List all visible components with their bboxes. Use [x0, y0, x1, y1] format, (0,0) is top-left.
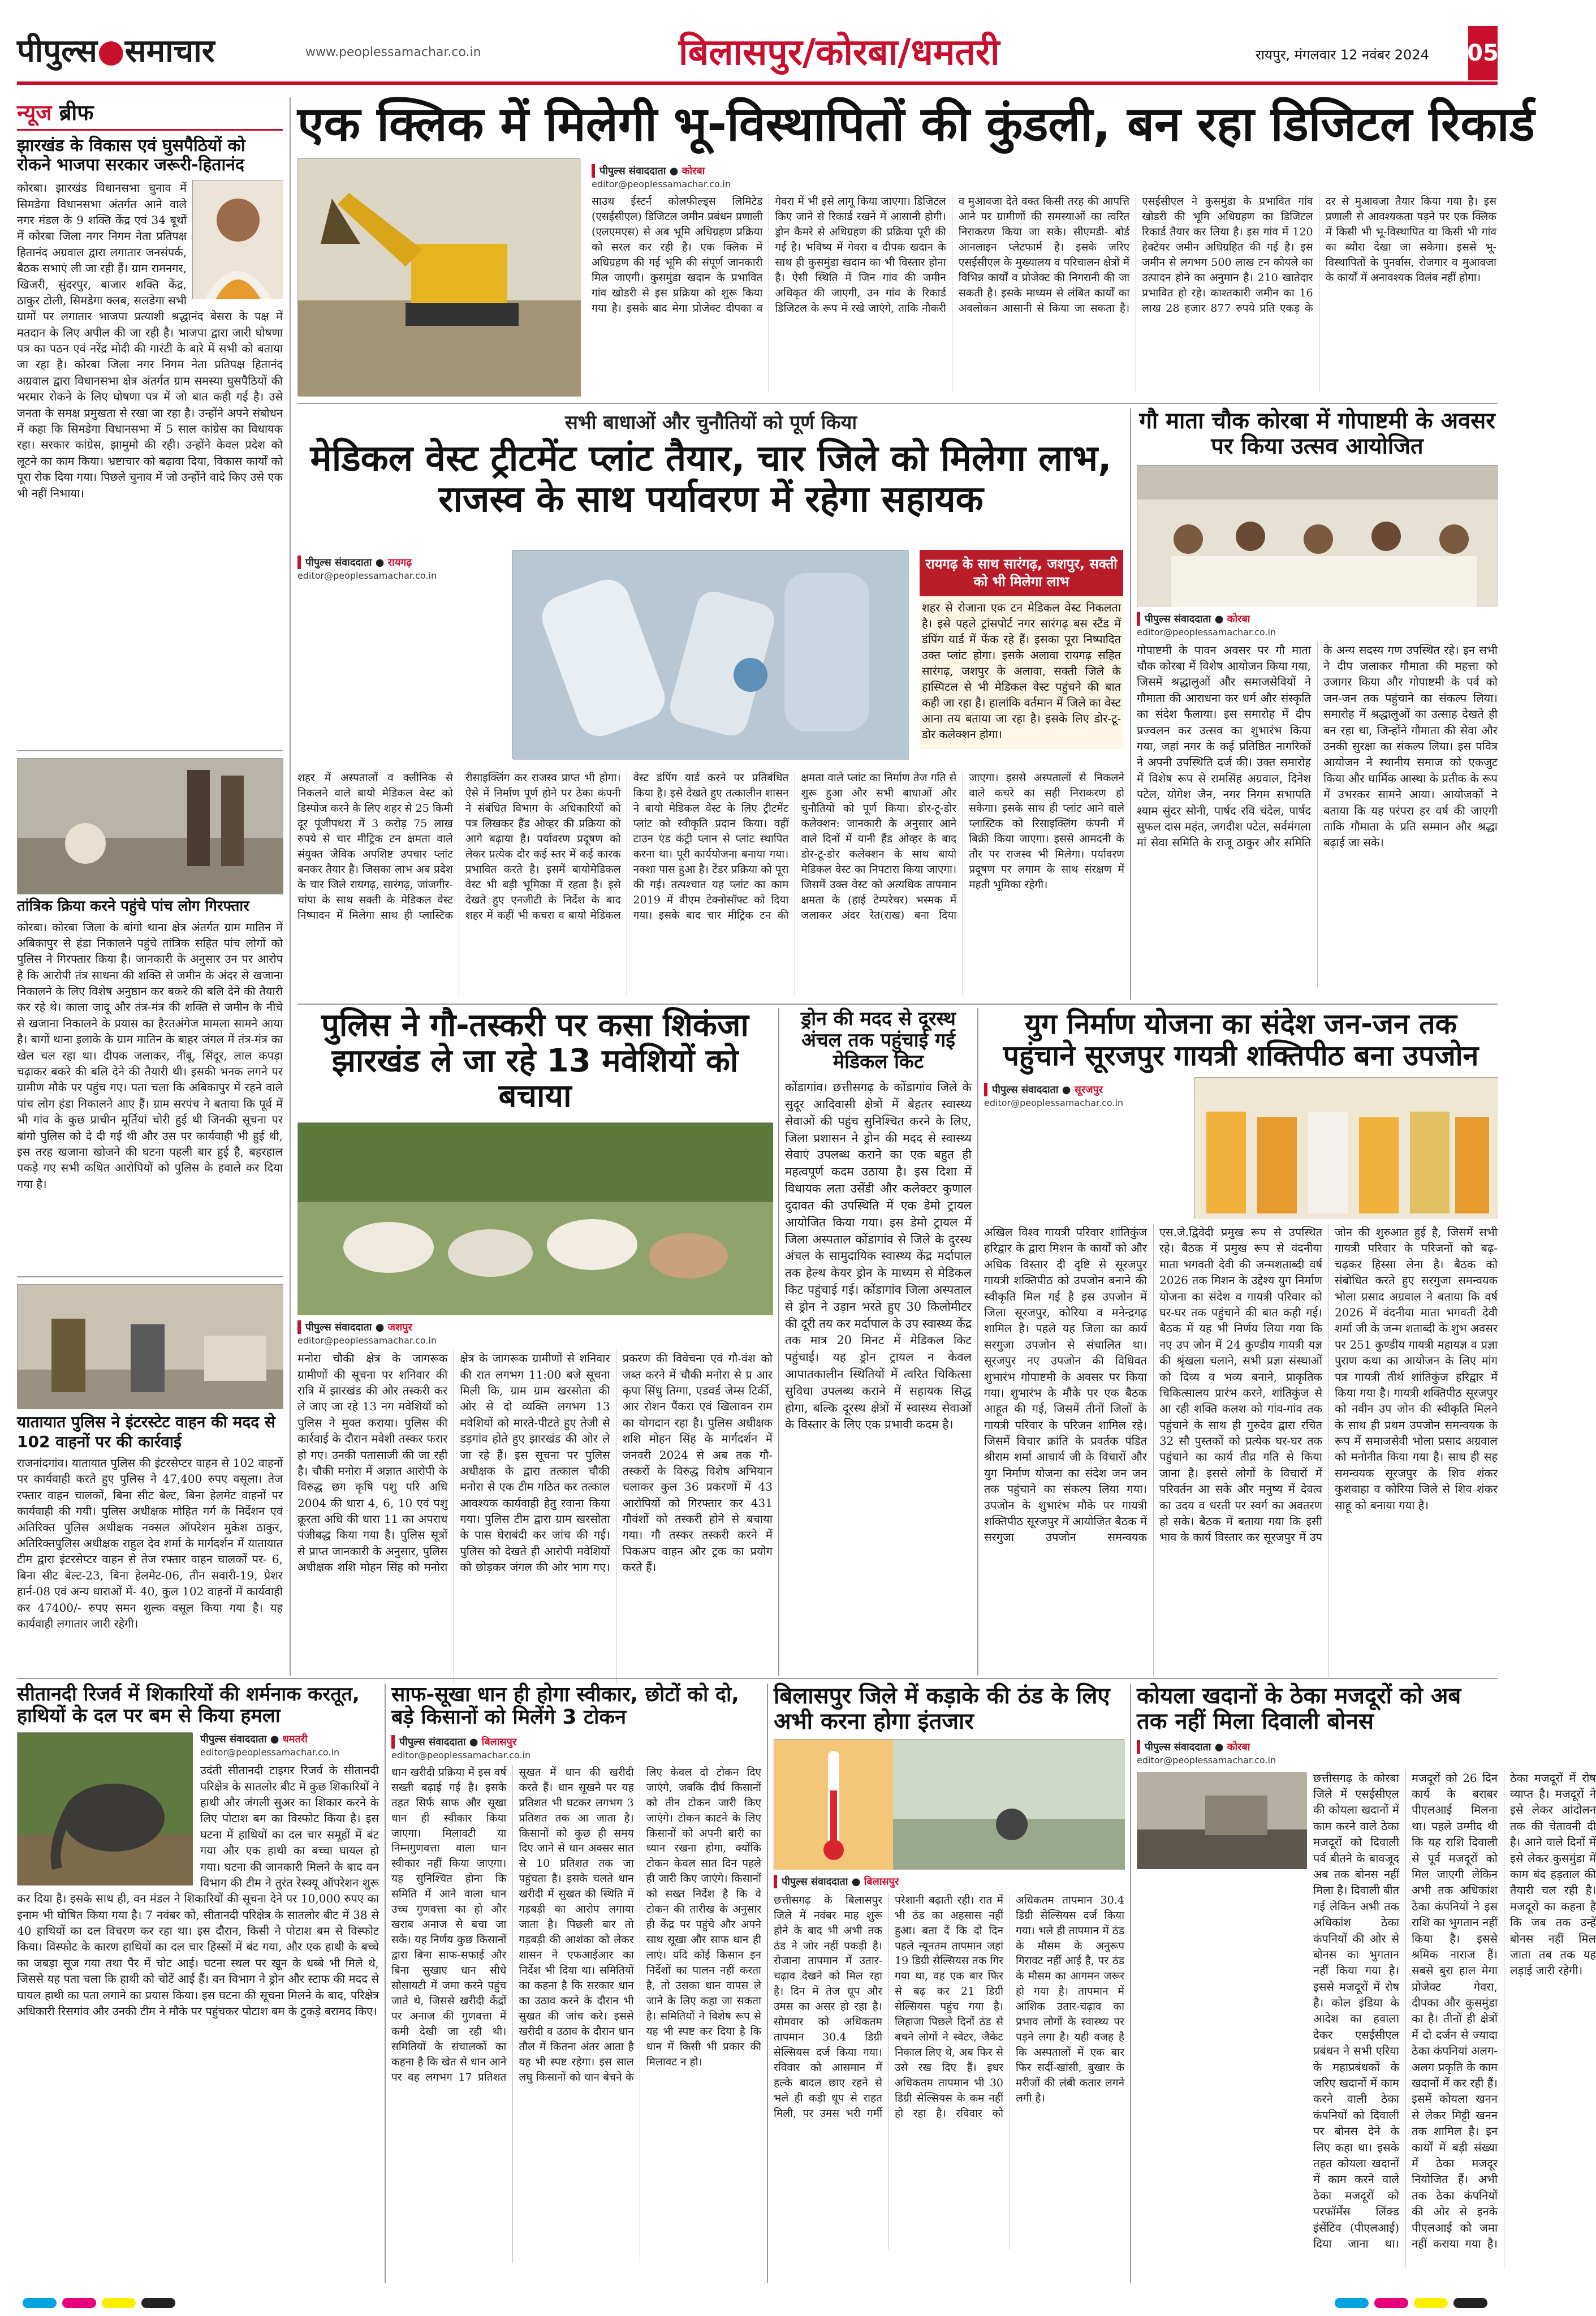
byline: पीपुल्स संवाददाता ● जशपुर: [297, 1320, 773, 1334]
article-headline[interactable]: मेडिकल वेस्ट ट्रीटमेंट प्लांट तैयार, चार जिले को मिलेगा लाभ, राजस्व के साथ पर्यावरण में रहेगा सहायक: [310, 438, 1112, 520]
tantrik-article: [17, 758, 283, 1273]
byline: पीपुल्स संवाददाता ● सूरजपुर: [984, 1083, 1188, 1096]
article-headline[interactable]: कोयला खदानों के ठेका मजदूरों को अब तक नहीं मिला दिवाली बोनस: [1137, 1683, 1461, 1734]
article-headline[interactable]: बिलासपुर जिले में कड़ाके की ठंड के लिए अभी करना होगा इंतजार: [774, 1683, 1110, 1734]
article-body: धान खरीदी प्रक्रिया में इस वर्ष सख्ती बढ़ाई गई है। इसके तहत सिर्फ साफ और सूखा धान ही स्वीकार किया जाएगा। मिलावटी या निम्नगुणवत्ता वाला धान स्वीकार नहीं किया जाएगा। यह सुनिश्चित होना कि समिति में आने वाला धान उच्च गुणवत्ता का हो और खराब अनाज से बचा जा सके। यह निर्णय कुछ किसानों द्वारा बिना साफ-सफाई और बिना सुखाए धान सीधे सोसायटी में जमा करने पहुंच जाते थे, जिससे खरीदी केंद्रों पर अनाज की गुणवत्ता में कमी देखी जा रही थी। समितियों के संचालकों का कहना है कि खेत से धान आने पर वह लगभग 17 प्रतिशत सूखत में धान की खरीदी करते हैं। धान सूखने पर यह प्रतिशत भी घटकर लगभग 3 प्रतिशत तक आ जाता है। किसानों को कुछ ही समय दिए जाने से धान अक्सर सात से 10 प्रतिशत तक जा पहुंचता है। इसके चलते धान खरीदी में सुखत की स्थिति में गड़बड़ी का आरोप लगाया जाता है। पिछली बार तो गड़बड़ी की आशंका को लेकर शासन ने एफआईआर का निर्देश भी दिया था। समितियों का कहना है कि सरकार धान का उठाव करने के दौरान भी सुखत की जांच करे। इससे खरीदी व उठाव के दौरान धान तौल में कितना अंतर आता है यह भी स्पष्ट रहेगा। इस साल लघु किसानों को धान बेचने के लिए केवल दो टोकन दिए जाएंगे, जबकि दीर्घ किसानों को तीन टोकन जारी किए जाएंगे। टोकन काटने के लिए किसानों को अपनी बारी का ध्यान रखना होगा, क्योंकि टोकन केवल सात दिन पहले ही जारी किए जाएंगे। किसानों को सख्त निर्देश है कि वे टोकन की तारीख के अनुसार ही केंद्र पर पहुंचे और अपने साथ सूखा और साफ धान ही लाएं। यदि कोई किसान इन निर्देशों का पालन नहीं करता है, तो उसका धान वापस ले जाने के लिए कहा जा सकता है। समितियों ने विशेष रूप से यह भी स्पष्ट कर दिया है कि धान में किसी भी प्रकार की मिलावट न हो।: [391, 1766, 761, 2083]
article-body: गोपाष्टमी के पावन अवसर पर गौ माता चौक कोरबा में विशेष आयोजन किया गया, जिसमें श्रद्धालुओं और समाजसेवियों ने गौमाता की आराधना कर धर्म और संस्कृति का संदेश फैलाया। इस समारोह में दीप प्रज्वलन कर उत्सव का शुभारंभ किया गया, जहां नगर के कई प्रतिष्ठित नागरिकों ने अपनी उपस्थिति दर्ज की। उक्त समारोह में विशेष रूप से रामसिंह अग्रवाल, दिनेश पटेल, योगेश जैन, नगर निगम सभापति श्याम सुंदर सोनी, पार्षद रवि चंदेल, पार्षद सुफल दास महंत, जगदीश पटेल, सर्वमंगला मां सेवा समिति के राजू ठाकुर और समिति के अन्य सदस्य गण उपस्थित रहे। इन सभी ने दीप जलाकर गौमाता की महत्ता को उजागर किया और गोपाष्टमी के पर्व को जन-जन तक पहुंचाने का संकल्प लिया। समारोह में श्रद्धालुओं का उत्साह देखते ही बन रहा था, जिन्होंने गौमाता की सेवा और उनकी सुरक्षा का संकल्प लिया। इस पवित्र आयोजन ने स्थानीय समाज को एकजुट किया और धार्मिक आस्था के प्रतीक के रूप में उभरकर सामने आया। आयोजकों ने बताया कि यह परंपरा हर वर्ष की जाएगी ताकि गौमाता के प्रति सम्मान और श्रद्धा बढ़ाई जा सके।: [1137, 643, 1498, 850]
reporter-email[interactable]: editor@peoplessamachar.co.in: [297, 570, 437, 581]
divider: [1130, 1684, 1131, 2283]
article-body: मनोरा चौकी क्षेत्र के जागरूक ग्रामीणों की सूचना पर शनिवार की रात्रि में झारखंड की ओर तस्करी कर ले जाए जा रहे 13 नग मवेशियों को पुलिस ने मुक्त कराया। पुलिस की कार्रवाई के दौरान मवेशी तस्कर फरार हो गए। उनकी पतासाजी की जा रही है। चौकी मनोरा में अज्ञात आरोपी के विरुद्ध छग कृषि पशु परि अधि 2004 की धारा 4, 6, 10 एवं पशु क्रूरता अधि की धारा 11 का अपराध पंजीबद्ध किया गया है। पुलिस सूत्रों से प्राप्त जानकारी के अनुसार, पुलिस अधीक्षक शशि मोहन सिंह को मनोरा क्षेत्र के जागरूक ग्रामीणों से शनिवार की रात लगभग 11:00 बजे सूचना मिली कि, ग्राम ग्राम खरसोता की ओर से दो व्यक्ति लगभग 13 मवेशियों को मारते-पीटते हुए तेजी से डड़गांव होते हुए झारखंड की ओर ले जा रहे हैं। इस सूचना पर पुलिस अधीक्षक के द्वारा तत्काल चौकी मनोरा से एक टीम गठित कर तत्काल आवश्यक कार्यवाही हेतु रवाना किया गया। पुलिस टीम द्वारा ग्राम खरसोता के पास घेराबंदी कर जांच की गई। पुलिस को देखते ही आरोपी मवेशियों को छोड़कर जंगल की ओर भाग गए। प्रकरण की विवेचना एवं गौ-वंश को जब्त करने में चौकी मनोरा से प्र आर कृपा सिंधु तिग्गा, एडवर्ड जेम्स टिर्की, आर रोशन पैंकरा एवं खिलावन राम का योगदान रहा है। पुलिस अधीक्षक शशि मोहन सिंह के मार्गदर्शन में जनवरी 2024 से अब तक गौ-तस्करों के विरुद्ध विशेष अभियान चलाकर कुल 36 प्रकरणों में 43 आरोपियों को गिरफ्तार कर 431 गौवंशों को तस्करी होने से बचाया गया। गौ तस्कर तस्करी करने में पिकअप वाहन और ट्रक का प्रयोग करते हैं।: [297, 1351, 773, 1574]
gopashtami-photo: [1137, 465, 1498, 606]
tantrik-photo: [17, 758, 283, 894]
politician-photo: [192, 180, 283, 299]
article-body: कोरबा। झारखंड विधानसभा चुनाव में सिमडेगा विधानसभा अंतर्गत आने वाले नगर मंडल के 9 शक्ति केंद्र एवं 34 बूथों में कोरबा जिला नगर निगम नेता प्रतिपक्ष हितानंद अग्रवाल द्वारा लगातार जनसंपर्क, बैठक सभाएं ली जा रही हैं। ग्राम रामनगर, खिजरी, सुंदरपुर, बाजार शक्ति केंद्र, ठाकुर टोली, सिमडेगा क्लब, सलडेगा सभी ग्रामों पर लगातार भाजपा प्रत्याशी श्रद्धानंद बेसरा के पक्ष में मतदान के लिए अपील की जा रही है। भाजपा द्वारा जारी घोषणा पत्र का पठन एवं नरेंद्र मोदी की गारंटी के बारे में सभी को बताया जा रहा है। कोरबा जिला नगर निगम नेता प्रतिपक्ष हितानंद अग्रवाल द्वारा विधानसभा क्षेत्र अंतर्गत ग्राम समस्या घुसपैठियों की भरमार रोकने के लिए घोषणा पत्र में जो बात कही गई है। उसे जनता के समक्ष प्रमुखता से रखा जा रहा है। उन्होंने अपने संबोधन में कहा कि सिमडेगा विधानसभा में 5 साल कांग्रेस का विधायक रहा। सरकार कांग्रेस, झामुमो की रही। उन्होंने केवल प्रदेश को लूटने का काम किया। भ्रष्टाचार को बढ़ावा दिया, विकास कार्यों को पूरा रोक दिया गया। पिछले चुनाव में जो उन्होंने वादे किए उसे एक भी नहीं निभाया।: [17, 181, 283, 500]
byline: पीपुल्स संवाददाता ● रायगढ़: [297, 556, 495, 569]
byline: पीपुल्स संवाददाता ● धमतरी: [17, 1732, 379, 1746]
gayatri-photo: [1194, 1077, 1498, 1219]
article-kicker: सभी बाधाओं और चुनौतियों को पूर्ण किया: [564, 411, 857, 434]
elephant-photo: [17, 1732, 192, 1885]
winter-photo: [774, 1739, 1124, 1869]
byline: पीपुल्स संवाददाता ● बिलासपुर: [774, 1875, 1124, 1888]
article-body: शहर में अस्पतालों व क्लीनिक से निकलने वाले बायो मेडिकल वेस्ट को डिस्पोज करने के लिए शहर से 25 किमी दूर पूंजीपथरा में 3 करोड़ 75 लाख रुपये से चार मीट्रिक टन क्षमता वाले संयुक्त जैविक अपशिष्ट उपचार प्लांट बनकर तैयार है। जिसका लाभ अब प्रदेश के चार जिले रायगढ़, सारंगढ़, जांजगीर-चांपा के साथ सक्ती के मेडिकल वेस्ट निष्पादन में मिलेगा साथ ही प्लास्टिक रीसाइक्लिंग कर राजस्व प्राप्त भी होगा। ऐसे में निर्माण पूर्ण होने पर ठेका कंपनी ने संबंधित विभाग के अधिकारियों को पत्र लिखकर हैंड ओव्हर की प्रक्रिया को आगे बढ़ाया है। पर्यावरण प्रदूषण को लेकर प्रत्येक दौर कई स्तर में कई कारक प्रभावित करते है। इसमें बायोमेडिकल वेस्ट भी बड़ी भूमिका में रहता है। इसे देखते हुए एनजीटी के निर्देश के बाद शहर में कहीं भी कचरा व बायो मेडिकल वेस्ट डंपिंग यार्ड करने पर प्रतिबंधित किया है। इसे देखते हुए तत्कालीन शासन ने बायो मेडिकल वेस्ट के लिए ट्रीटमेंट प्लांट को स्वीकृति प्रदान किया। वहीं टाउन एंड कंट्री प्लान से प्लांट स्थापित करना था। पूरी कार्ययोजना बनाया गया। नक्शा पास हुआ है। टेंडर प्रक्रिया को पूरा की गई। तत्पश्चात यह प्लांट का काम 2019 में वीएम टेक्नोसॉफ्ट को दिया गया। इसके बाद चार मीट्रिक टन की क्षमता वाले प्लांट का निर्माण तेज गति से शुरू हुआ और सभी बाधाओं और चुनौतियों को पूर्ण किया। डोर-टू-डोर कलेक्शन: जानकारी के अनुसार आने वाले दिनों में यानी हैंड ओव्हर के बाद डोर-टू-डोर कलेक्शन के साथ बायो मेडिकल वेस्ट का निपटारा किया जाएगा। जिसमें उक्त वेस्ट को अत्यधिक तापमान क्षमता के (हाई टेम्परेचर) भस्मक में जलाकर अंदर रेत(राख) बना दिया जाएगा। इससे अस्पतालों से निकलने वाले कचरे का सही निराकरण हो सकेगा। इसके साथ ही प्लांट आने वाले प्लास्टिक को रिसाइक्लिंग कंपनी में बिक्री किया जाएगा। इससे आमदनी के तौर पर राजस्व भी मिलेगा। पर्यावरण प्रदूषण पर लगाम के साथ संरक्षण में महती भूमिका रहेगी।: [297, 772, 1124, 922]
divider: [778, 1008, 779, 1676]
byline: पीपुल्स संवाददाता ● बिलासपुर: [391, 1735, 761, 1749]
gopashtami-article: [1137, 408, 1498, 1000]
lead-article: [297, 96, 1535, 403]
article-body: साउथ ईस्टर्न कोलफील्ड्स लिमिटेड (एसईसीएल) डिजिटल जमीन प्रबंधन प्रणाली (एलएमएस) से अब भूमि अधिग्रहण प्रक्रिया को सरल कर रही है। एक क्लिक में अधिग्रहण की गई भूमि की संपूर्ण जानकारी मिल जाएगी। कुसमुंडा खदान के प्रभावित गांव खोडरी से इस प्रक्रिया को शुरू किया गया है। इसके बाद मेगा प्रोजेक्ट दीपका व गेवरा में भी इसे लागू किया जाएगा। डिजिटल किए जाने से रिकार्ड रखने में आसानी होगी। ड्रोन कैमरे से अधिग्रहण की प्रक्रिया पूरी की गई है। भविष्य में गेवरा व दीपक खदान के साथ ही कुसमुंडा खदान का भी विस्तार होना है। ऐसी स्थिति में जिन गांव की जमीन अधिकृत की जाएगी, उन गांव के रिकार्ड डिजिटल के रूप में रखे जाएंगे, ताकि नौकरी व मुआवजा देते वक्त किसी तरह की आपत्ति आने पर ग्रामीणों की समस्याओं का त्वरित निराकरण किया जा सके। सीएमडी- बोर्ड आनलाइन प्लेटफार्म है। इसके जरिए एसईसीएल के मुख्यालय व परिचालन क्षेत्रों में विभिन्न कार्यों व प्रोजेक्ट की निगरानी की जा सकती है। इसके माध्यम से लंबित कार्यों का अवलोकन आसानी से किया जा सकता है। एसईसीएल ने कुसमुंडा के प्रभावित गांव खोडरी की भूमि अधिग्रहण का डिजिटल रिकार्ड तैयार कर लिया है। इस गांव में 120 हेक्टेयर जमीन अधिग्रहित की गई है। इस जमीन से लगभग 500 लाख टन कोयले का उत्पादन होने का अनुमान है। 210 खातेदार प्रभावित हो रहे। काश्तकारी जमीन का 16 लाख 28 हजार 877 रुपये प्रति एकड़ के दर से मुआवजा तैयार किया गया है। इस प्रणाली से आवश्यकता पड़ने पर एक क्लिक में किसी भी भू-विस्थापित या किसी भी गांव का ब्यौरा देखा जा सकेगा। इससे भू-विस्थापितों के पुनर्वास, रोजगार व मुआवजा के कार्यों में अनावश्यक विलंब नहीं होगा।: [592, 195, 1496, 315]
divider: [1130, 408, 1131, 1000]
article-headline[interactable]: साफ-सूखा धान ही होगा स्वीकार, छोटों को दो, बड़े किसानों को मिलेंगे 3 टोकन: [391, 1683, 739, 1729]
reporter-email[interactable]: editor@peoplessamachar.co.in: [200, 1747, 340, 1758]
gayatri-article: [984, 1008, 1498, 1676]
divider: [385, 1684, 386, 2283]
article-headline[interactable]: एक क्लिक में मिलेगी भू-विस्थापितों की कुंडली, बन रहा डिजिटल रिकार्ड: [297, 96, 1535, 152]
brand-logo[interactable]: पीपुल्स●समाचार: [17, 33, 215, 70]
reporter-email[interactable]: editor@peoplessamachar.co.in: [297, 1335, 437, 1346]
byline: पीपुल्स संवाददाता ● कोरबा: [592, 164, 1496, 178]
edition-title: बिलासपुर/कोरबा/धमतरी: [679, 32, 1000, 74]
excavator-photo: [297, 158, 580, 396]
article-body: छत्तीसगढ़ के बिलासपुर जिले में नवंबर माह शुरू होने के बाद भी अभी तक ठंड ने जोर नहीं पकड़ी है। रोजाना तापमान में उतार-चढ़ाव देखने को मिल रहा है। दिन में तेज धूप और उमस का असर हो रहा है। सोमवार को अधिकतम तापमान 30.4 डिग्री सेल्सियस दर्ज किया गया। रविवार को आसमान में हल्के बादल छाए रहने से भले ही कड़ी धूप से राहत मिली, पर उमस भरी गर्मी परेशानी बढ़ाती रही। रात में भी ठंड का अहसास नहीं हुआ। बता दें कि दो दिन पहले न्यूनतम तापमान जहां 19 डिग्री सेल्सियस तक गिर गया था, वह एक बार फिर से बढ़ कर 21 डिग्री सेल्सियस पहुंच गया है। लिहाजा पिछले दिनों ठंड से बचने लोगों ने स्वेटर, जैकेट निकाल लिए थे, अब फिर से उसे रख दिए हैं। इधर अधिकतम तापमान भी 30 डिग्री सेल्सियस के कम नहीं हो रहा है। रविवार को अधिकतम तापमान 30.4 डिग्री सेल्सियस दर्ज किया गया। भले ही तापमान में ठंड के मौसम के अनुरूप गिरावट नहीं आई है, पर ठंड के मौसम का आगमन जरूर हो गया है। तापमान में आंशिक उतार-चढ़ाव का प्रभाव लोगों के स्वास्थ्य पर पड़ने लगा है। यही वजह है कि अस्पतालों में एक बार फिर सर्दी-खांसी, बुखार के मरीजों की लंबी कतार लगने लगी है।: [774, 1893, 1124, 2120]
print-registration-marks: [0, 2291, 1515, 2316]
cattle-article: [297, 1008, 773, 1676]
divider: [297, 1004, 1498, 1005]
person-icon: [193, 180, 283, 299]
medical-waste-article: [297, 408, 1124, 1000]
article-body: अखिल विश्व गायत्री परिवार शांतिकुंज हरिद्वार के द्वारा मिशन के कार्यों को और अधिक विस्तार दी दृष्टि से सूरजपुर गायत्री शक्तिपीठ को उपजोन बनाने की स्वीकृति मिल गई है इस उपजोन में जिला सूरजपुर, कोरिया व मनेन्द्रगढ़ शामिल है। पहले यह जिला का कार्य सरगुजा उपजोन से संचालित था। सूरजपुर नए उपजोन की विधिवत शुभारंभ गोपाष्टमी के अवसर पर किया गया। शुभारंभ के मौके पर एक बैठक आहूत की गई, जिसमें तीनों जिलों के गायत्री परिवार के परिजन शामिल रहे। जिसमें विचार क्रांति के प्रवर्तक पंडित श्रीराम शर्मा आचार्य जी के विचारों और युग निर्माण योजना का संदेश जन जन तक पहुंचाने का संकल्प लिया गया। उपजोन के शुभारंभ मौके पर गायत्री शक्तिपीठ सूरजपुर में आयोजित बैठक में सरगुजा उपजोन समन्वयक एस.जे.द्विवेदी प्रमुख रूप से उपस्थित रहे। बैठक में प्रमुख रूप से वंदनीया माता भगवती देवी की जन्मशताब्दी वर्ष 2026 तक मिशन के उद्देश्य युग निर्माण योजना का संदेश व गायत्री परिवार को घर-घर तक पहुंचाने की बात कही गई। बैठक में यह भी निर्णय लिया गया कि नए उप जोन में 24 कुण्डीय गायत्री यज्ञ की श्रृंखला चलाने, सभी प्रज्ञा संस्थाओं को दिव्य व भव्य बनाने, प्राकृतिक चिकित्सालय प्रारंभ करने, शांतिकुंज से आ रही शक्ति कलश को गांव-गांव तक पहुंचाने के साथ ही गुरुदेव द्वारा रचित 32 सौ पुस्तकों को प्रत्येक घर-घर तक पहुंचाने का कार्य तीव्र गति से किया जाना है। इससे लोगों के विचारों में परिवर्तन आ सके और मनुष्य में देवत्व का उदय व धरती पर स्वर्ग का अवतरण हो सके। बैठक में बताया गया कि इसी भाव के कार्य विस्तार कर सूरजपुर में उप जोन की शुरुआत हुई है, जिसमें सभी गायत्री परिवार के परिजनों को बढ़-चढ़कर हिस्सा लेना है। बैठक को संबोधित करते हुए सरगुजा समन्वयक भोला प्रसाद अग्रवाल ने बताया कि वर्ष 2026 में वंदनीया माता भगवती देवी शर्मा जी के जन्म शताब्दी के शुभ अवसर पर 251 कुण्डीय गायत्री महायज्ञ व प्रज्ञा पुराण कथा का आयोजन के लिए मांग पत्र गायत्री तीर्थ शांतिकुंज हरिद्वार में किया गया है। गायत्री शक्तिपीठ सूरजपुर को नवीन उप जोन की स्वीकृति मिलने के साथ ही प्रथम उपजोन समन्वयक के रूप में समाजसेवी भोला प्रसाद अग्रवाल को मनोनीत किया गया है। साथ ही सह समन्वयक सूरजपुर के शिव शंकर कुशवाहा व कोरिया जिले से शिव शंकर साहू को बनाया गया है।: [984, 1225, 1498, 1544]
news-brief: [17, 97, 283, 748]
cattle-photo: [297, 1122, 773, 1315]
reporter-email[interactable]: editor@peoplessamachar.co.in: [984, 1097, 1124, 1108]
article-body: उदंती सीतानदी टाइगर रिजर्व के सीतानदी परिक्षेत्र के सातलोर बीट में कुछ शिकारियों ने हाथी और जंगली सुअर का शिकार करने के लिए पोटाश बम का विस्फोट किया है। इस घटना में हाथियों का दल चार समूहों में बंट गया और एक हाथी का बच्चा घायल हो गया। घटना की जानकारी मिलने के बाद वन विभाग की टीम ने तुरंत रेस्क्यू ऑपरेशन शुरू कर दिया है। इसके साथ ही, वन मंडल ने शिकारियों की सूचना देने पर 10,000 रुपए का इनाम भी घोषित किया गया है। 7 नवंबर को, सीतानदी परिक्षेत्र के सातलोर बीट में 38 से 40 हाथियों का दल विचरण कर रहा था। इस दौरान, किसी ने पोटाश बम से विस्फोट किया। विस्फोट के कारण हाथियों का दल चार हिस्सों में बंट गया, और एक हाथी के बच्चे का जबड़ा सूज गया तथा पैर में चोट आई। घटना स्थल पर खून के धब्बे भी मिले थे, जिससे यह पता चला कि हाथी को चोटें आई हैं। वन विभाग ने ड्रोन और स्टाफ की मदद से घायल हाथी का पता लगाने का प्रयास किया। इस घटना की सूचना मिलने के बाद, परिक्षेत्र अधिकारी रिसगांव और उनकी टीम ने मौके पर पहुंचकर पोटाश बम के टुकड़े बरामद किए।: [17, 1763, 379, 2018]
reporter-email[interactable]: editor@peoplessamachar.co.in: [1137, 626, 1276, 638]
divider: [767, 1684, 768, 2283]
reporter-email[interactable]: editor@peoplessamachar.co.in: [1137, 1754, 1276, 1766]
article-body: छत्तीसगढ़ के कोरबा जिले में एसईसीएल की कोयला खदानों में काम करने वाले ठेका मजदूरों को दिवाली पर्व बीतने के बावजूद अब तक बोनस नहीं मिला है। दिवाली बीत गई लेकिन अभी तक अधिकांश ठेका कंपनियों की ओर से बोनस का भुगतान नहीं किया गया है। इससे मजदूरों में रोष है। कोल इंडिया के आदेश का हवाला देकर एसईसीएल प्रबंधन ने सभी एरिया के महाप्रबंधकों के जरिए खदानों में काम करने वाली ठेका कंपनियों को दिवाली पर बोनस देने के लिए कहा था। इसके तहत कोयला खदानों में काम करने वाले ठेका मजदूरों को परफॉर्मेंस लिंक्ड इंसेंटिव (पीएलआई) दिया जाना था। मजदूरों को 26 दिन कार्य के बराबर पीएलआई मिलना था। पहले उम्मीद थी कि यह राशि दिवाली से पूर्व मजदूरों को मिल जाएगी लेकिन अभी तक अधिकांश ठेका कंपनियों ने इस राशि का भुगतान नहीं किया है। इससे श्रमिक नाराज हैं। सबसे बुरा हाल मेगा प्रोजेक्ट गेवरा, दीपका और कुसमुंडा का है। तीनों ही क्षेत्रों में दो दर्जन से ज्यादा ठेका कंपनियां अलग-अलग प्रकृति के काम खदानों में कर रही हैं। इसमें कोयला खनन से लेकर मिट्टी खनन तक शामिल है। इन कार्यों में बड़ी संख्या में ठेका मजदूर नियोजित हैं। अभी तक ठेका कंपनियों की ओर से इनके पीएलआई को जमा नहीं कराया गया है। ठेका मजदूरों में रोष व्याप्त है। मजदूरों ने इसे लेकर आंदोलन तक की चेतावनी दी है। आने वाले दिनों में इसे लेकर कुसमुंडा में काम बंद हड़ताल की तैयारी चल रही है। मजदूरों का कहना है कि जब तक उन्हें बोनस नहीं मिल जाता तब तक यह लड़ाई जारी रहेगी।: [1313, 1771, 1596, 2250]
sitanadi-article: [17, 1684, 379, 2283]
winter-article: [774, 1684, 1124, 2283]
article-headline[interactable]: तांत्रिक क्रिया करने पहुंचे पांच लोग गिरफ्तार: [17, 898, 249, 915]
info-box-text: शहर से रोजाना एक टन मेडिकल वेस्ट निकलता है। इसे पहले ट्रांसपोर्ट नगर सारंगढ़ बस स्टैंड में डंपिंग यार्ड में फेंक रहे हैं। इसका पूरा निष्पादित उक्त प्लांट होगा। इसके अलावा रायगढ़ सहित सारंगढ़, जशपुर के अलावा, सक्ती जिले के हास्पिटल से भी मेडिकल वेस्ट पहुंचने की बात कही जा रहा है। हालांकि वर्तमान में जिले का वेस्ट आना तय बताया जा रहा है। इसके लिए डोर-टू-डोर कलेक्शन होगा।: [920, 596, 1123, 749]
traffic-photo: [17, 1284, 283, 1409]
divider: [290, 97, 291, 1676]
masthead: [17, 23, 1498, 85]
divider: [297, 403, 1498, 404]
article-body: राजनांदगांव। यातायात पुलिस की इंटरसेप्टर वाहन से 102 वाहनों पर कार्यवाही करते हुए पुलिस ने 47,400 रुपए वसूला। तेज रफ्तार वाहन चालकों, बिना सीट बेल्ट, बिना हेलमेट वाहनों पर कार्यवाही की गयी। पुलिस अधीक्षक मोहित गर्ग के निर्देशन एवं अतिरिक्त पुलिस अधीक्षक नक्सल ऑपरेशन मुकेश ठाकुर, अतिरिक्तपुलिस अधीक्षक राहुल देव शर्मा के मार्गदर्शन में यातायात टीम द्वारा इंटरसेप्टर वाहन से तेज रफ्तार वाहन चालकों पर- 6, बिना सीट बेल्ट-23, बिना हेलमेट-06, तीन सवारी-19, प्रेशर हार्न-08 एवं अन्य धाराओं में- 40, कुल 102 वाहनों में कार्यवाही कर 47400/- रुपए समन शुल्क वसूल किया गया है। यह कार्यवाही लगातार जारी रहेगी।: [17, 1456, 283, 1630]
article-headline[interactable]: सीतानदी रिजर्व में शिकारियों की शर्मनाक करतूत, हाथियों के दल पर बम से किया हमला: [17, 1683, 360, 1728]
article-headline[interactable]: गौ माता चौक कोरबा में गोपाष्टमी के अवसर पर किया उत्सव आयोजित: [1139, 408, 1495, 459]
info-box-title: रायगढ़ के साथ सारंगढ़, जशपुर, सक्ती को भी मिलेगा लाभ: [920, 550, 1123, 596]
website-url[interactable]: www.peoplessamachar.co.in: [305, 45, 481, 59]
drone-article: [785, 1008, 972, 1676]
article-body: कोंडागांव। छत्तीसगढ़ के कोंडागांव जिले के सुदूर आदिवासी क्षेत्रों में बेहतर स्वास्थ्य सेवाओं की पहुंच सुनिश्चित करने के लिए, जिला प्रशासन ने ड्रोन की मदद से स्वास्थ्य सेवाएं उपलब्ध कराने का एक बहुत ही महत्वपूर्ण कदम उठाया है। इस दिशा में विधायक लता उसेंडी और कलेक्टर कुणाल दुदावत की उपस्थिति में एक डेमो ट्रायल आयोजित किया गया। इस डेमो ट्रायल में जिला अस्पताल कोंडागांव से जिले के दुरस्थ अंचल के सामुदायिक स्वास्थ्य केंद्र मर्दापाल तक हेल्थ केयर ड्रोन के माध्यम से मेडिकल किट पहुंचाई गई। कोंडागांव जिला अस्पताल से ड्रोन ने उड़ान भरते हुए 30 किलोमीटर की दूरी तय कर मर्दापाल के उप स्वास्थ्य केंद्र तक मात्र 20 मिनट में मेडिकल किट पहुंचाई। यह ड्रोन ट्रायल न केवल आपातकालीन स्थितियों में त्वरित चिकित्सा सुविधा उपलब्ध कराने में सहायक सिद्ध होगा, बल्कि दूरस्थ क्षेत्रों में स्वास्थ्य सेवाओं के विस्तार के लिए एक प्रभावी कदम है।: [785, 1080, 972, 1432]
byline: पीपुल्स संवाददाता ● कोरबा: [1137, 1740, 1498, 1754]
article-headline[interactable]: यातायात पुलिस ने इंटरस्टेट वाहन की मदद से 102 वाहनों पर की कार्रवाई: [17, 1413, 275, 1451]
dateline: रायपुर, मंगलवार 12 नवंबर 2024: [1256, 47, 1429, 63]
traffic-article: [17, 1284, 283, 1674]
article-headline[interactable]: ड्रोन की मदद से दूरस्थ अंचल तक पहुंचाई गई मेडिकल किट: [801, 1008, 956, 1074]
article-body: कोरबा। कोरबा जिला के बांगो थाना क्षेत्र अंतर्गत ग्राम मातिन में अबिकापुर से हंडा निकालने पहुंचे तांत्रिक सहित पांच लोगों को पुलिस ने गिरफ्तार किया है। जानकारी के अनुसार उन पर आरोप है कि आरोपी तंत्र साधना की शक्ति से जमीन के अंदर से खजाना निकालने के लिए विशेष अनुष्ठान कर बकरे की बलि देने की तैयारी कर रहे थे। काला जादू और तंत्र-मंत्र की शक्ति से जमीन के नीचे से खजाना निकालने के प्रयास का हैरतअंगेज मामला सामने आया है। बागों थाना इलाके के ग्राम मातिन के बाहर जंगल में तंत्र-मंत्र का खेल चल रहा था। दीपक जलाकर, नींबू, सिंदूर, लाल कपड़ा चढ़ाकर बकरे की बलि देने की तैयारी थी। इसकी भनक लगने पर ग्रामीण मौके पर पहुंच गए। पता चला कि अबिकापुर में रहने वाले पांच लोग हंडा निकालने आए हैं। ग्राम सरपंच ने बताया कि पूर्व में भी गांव के कुछ प्राचीन मूर्तियां चोरी हुई थी जिनकी सूचना पर बांगो पुलिस को दे दी गई थी और उस पर कार्यवाही भी हुई थी, इस तरह खजाना खोजने की घटना पहली बार हुई है, बहरहाल पकड़े गए सभी कथित आरोपियों को पुलिस के हवाले कर दिया गया है।: [17, 920, 283, 1191]
news-brief-label: न्यूज ब्रीफ: [17, 97, 283, 131]
article-headline[interactable]: झारखंड के विकास एवं घुसपैठियों को रोकने भाजपा सरकार जरूरी-हितानंद: [17, 136, 245, 175]
article-headline[interactable]: पुलिस ने गौ-तस्करी पर कसा शिकंजा झारखंड ले जा रहे 13 मवेशियों को बचाया: [321, 1007, 749, 1115]
byline: पीपुल्स संवाददाता ● कोरबा: [1137, 612, 1498, 626]
reporter-email[interactable]: editor@peoplessamachar.co.in: [592, 179, 731, 190]
article-headline[interactable]: युग निर्माण योजना का संदेश जन-जन तक पहुंचाने सूरजपुर गायत्री शक्तिपीठ बना उपजोन: [1003, 1008, 1479, 1072]
medical-waste-photo: [512, 550, 908, 759]
coal-bonus-article: [1137, 1683, 1596, 2283]
divider: [17, 1678, 1498, 1679]
divider: [17, 1276, 283, 1277]
divider: [17, 750, 283, 751]
coal-mine-photo: [1137, 1772, 1306, 1869]
divider: [977, 1008, 978, 1676]
page-number: 05: [1468, 26, 1498, 80]
reporter-email[interactable]: editor@peoplessamachar.co.in: [391, 1749, 531, 1760]
dhan-article: [391, 1684, 761, 2283]
